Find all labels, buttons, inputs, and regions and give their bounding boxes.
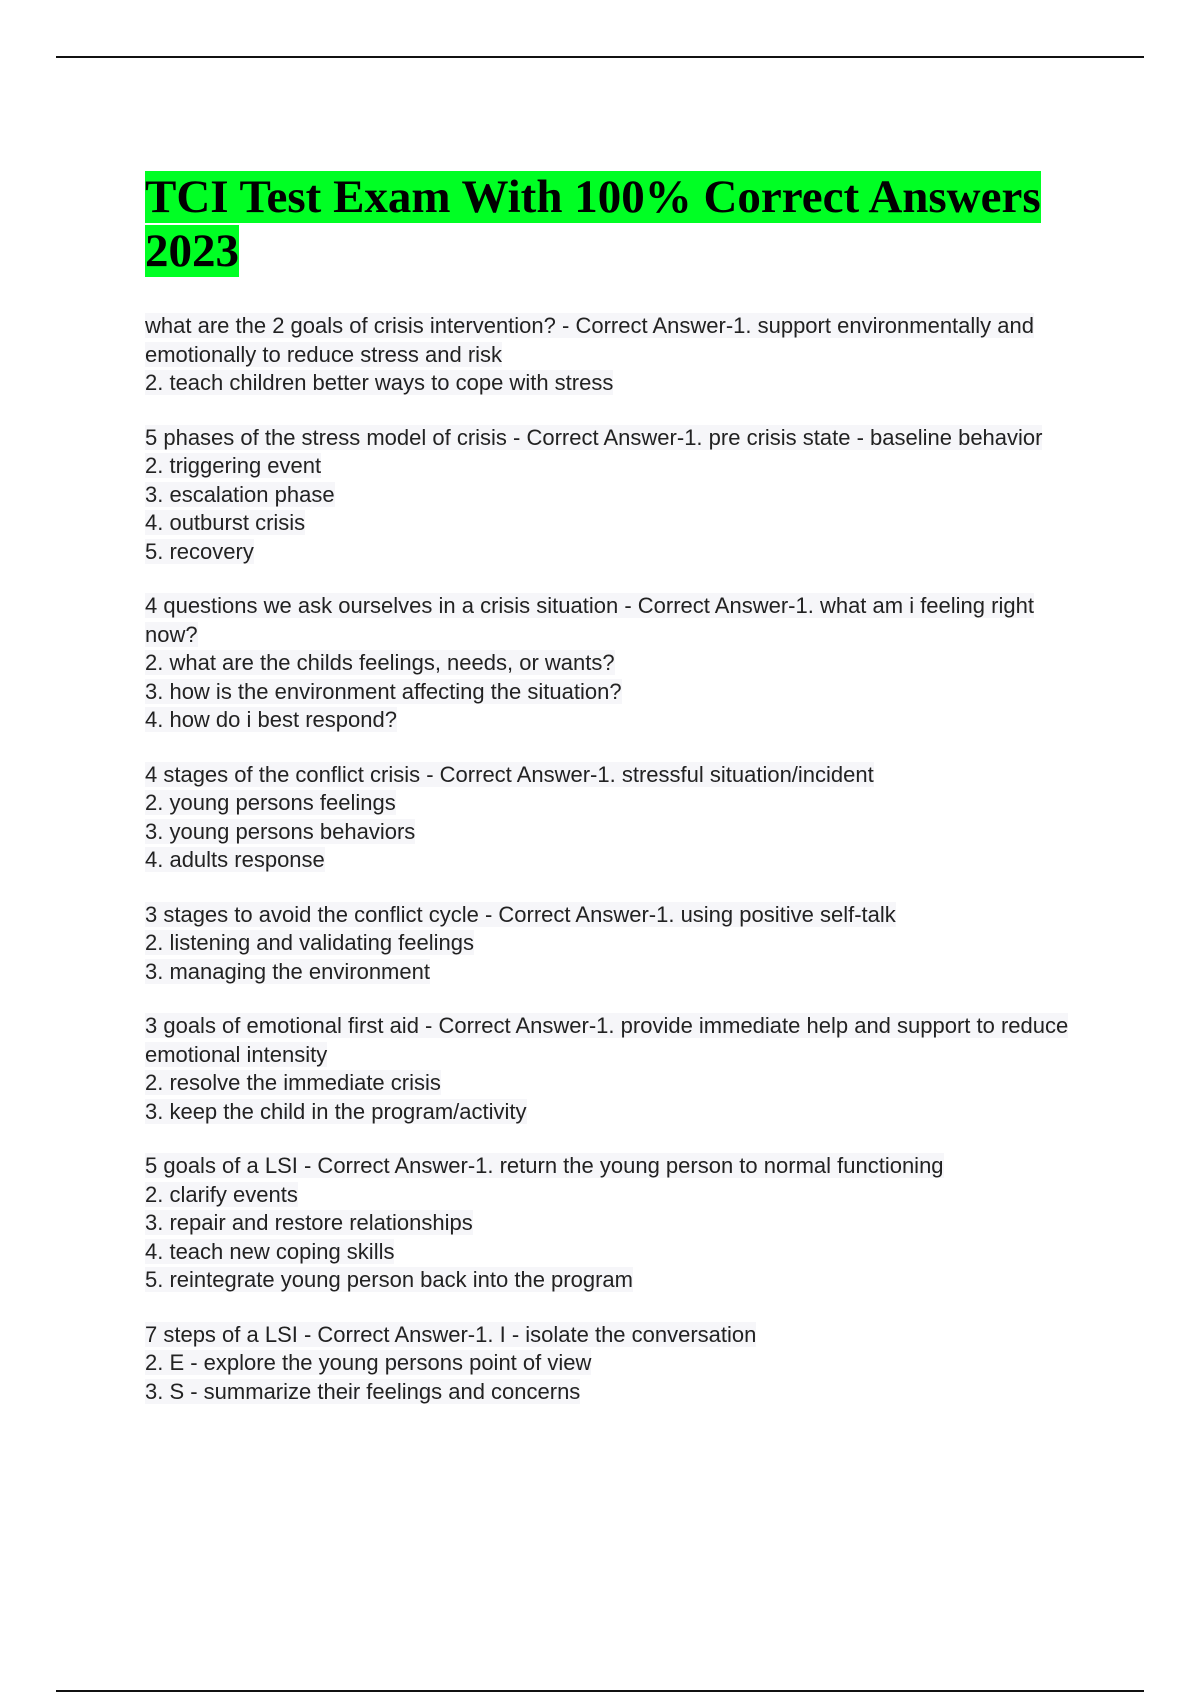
qa-answer-line: 3. S - summarize their feelings and concerns [145,1378,581,1404]
qa-item-lsi-steps [145,1321,1085,1407]
qa-answer-line: 4. teach new coping skills [145,1238,395,1264]
qa-answer-line: 2. clarify events [145,1181,298,1207]
qa-answer-line: 4. how do i best respond? [145,707,397,732]
qa-question-line: 5 goals of a LSI - Correct Answer-1. return the young person to normal functioning [145,1153,944,1178]
qa-answer-line: 2. triggering event [145,453,322,478]
qa-question-line: 4 questions we ask ourselves in a crisis situation - Correct Answer-1. what am i feeling right now? [145,593,1034,647]
qa-answer-line: 2. what are the childs feelings, needs, or wants? [145,650,615,675]
qa-question-line: 7 steps of a LSI - Correct Answer-1. I - isolate the conversation [145,1321,757,1347]
qa-item-conflict-crisis-stages [145,761,1085,875]
qa-answer-line: 3. repair and restore relationships [145,1210,473,1235]
qa-answer-line: 3. how is the environment affecting the situation? [145,678,622,704]
qa-answer-line: 2. E - explore the young persons point of view [145,1350,592,1375]
qa-item-lsi-goals [145,1152,1085,1295]
document-title-text: TCI Test Exam With 100% Correct Answers 2023 [145,171,1041,277]
qa-question-line: what are the 2 goals of crisis intervention? - Correct Answer-1. support environmentally and emotionally to reduce stress and risk [145,313,1034,367]
qa-list [145,312,1085,1432]
qa-item-avoid-conflict-cycle [145,901,1085,987]
qa-answer-line: 5. recovery [145,538,254,564]
qa-answer-line: 2. listening and validating feelings [145,930,475,955]
qa-answer-line: 4. outburst crisis [145,510,306,535]
qa-answer-line: 3. managing the environment [145,958,430,984]
qa-answer-line: 3. escalation phase [145,481,335,507]
qa-answer-line: 2. teach children better ways to cope with stress [145,370,614,395]
qa-answer-line: 2. young persons feelings [145,790,396,815]
top-rule [56,56,1144,58]
qa-answer-line: 3. young persons behaviors [145,818,416,844]
qa-answer-line: 3. keep the child in the program/activity [145,1098,527,1124]
qa-answer-line: 4. adults response [145,847,325,872]
document-title [145,170,1085,278]
qa-item-stress-model-phases [145,424,1085,567]
qa-question-line: 3 goals of emotional first aid - Correct Answer-1. provide immediate help and support to reduce emotional intensity [145,1013,1069,1067]
qa-answer-line: 5. reintegrate young person back into the program [145,1267,633,1292]
qa-answer-line: 2. resolve the immediate crisis [145,1070,441,1095]
qa-question-line: 5 phases of the stress model of crisis - Correct Answer-1. pre crisis state - baseline behavior [145,424,1043,450]
qa-question-line: 3 stages to avoid the conflict cycle - Correct Answer-1. using positive self-talk [145,901,896,927]
bottom-rule [56,1690,1144,1692]
qa-item-crisis-questions [145,592,1085,735]
qa-question-line: 4 stages of the conflict crisis - Correct Answer-1. stressful situation/incident [145,761,874,787]
qa-item-emotional-first-aid [145,1012,1085,1126]
qa-item-crisis-intervention-goals [145,312,1085,398]
